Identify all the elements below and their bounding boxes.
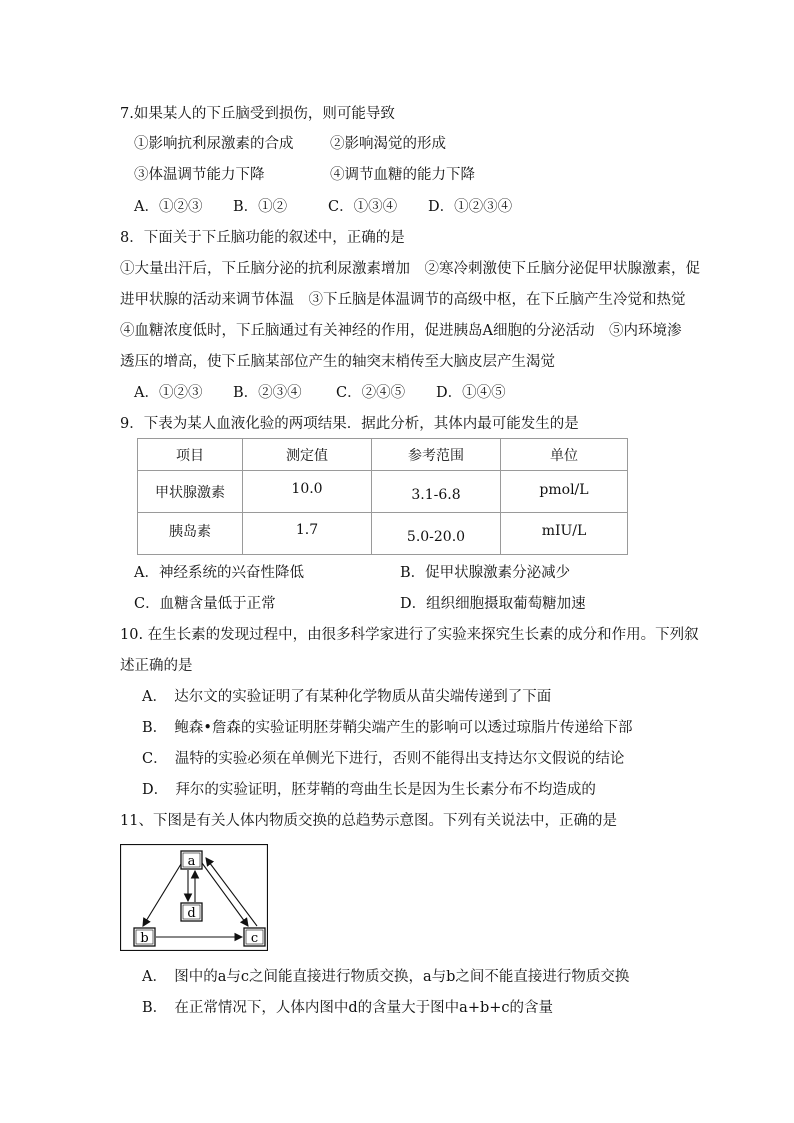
q7-item-2: ②影响渴觉的形成 (330, 136, 446, 152)
q7-option-a: A．①②③ (134, 199, 203, 215)
q10-option-c: C． 温特的实验必须在单侧光下进行，否则不能得出支持达尔文假说的结论 (142, 751, 625, 767)
table-cell: mIU/L (501, 513, 628, 555)
q10-option-d: D． 拜尔的实验证明，胚芽鞘的弯曲生长是因为生长素分布不均造成的 (142, 782, 596, 798)
q10-option-a: A． 达尔文的实验证明了有某种化学物质从苗尖端传递到了下面 (142, 689, 552, 705)
q8-body-line-3: ④血糖浓度低时，下丘脑通过有关神经的作用，促进胰岛A细胞的分泌活动 ⑤内环境渗 (120, 323, 682, 339)
table-cell: 5.0-20.0 (372, 513, 501, 555)
label-c: c (250, 931, 259, 946)
q8-option-b: B．②③④ (233, 385, 302, 401)
table-header-unit: 单位 (501, 439, 628, 471)
q7-option-d: D．①②③④ (428, 199, 513, 215)
q10-stem-line-1: 10. 在生长素的发现过程中，由很多科学家进行了实验来探究生长素的成分和作用。下列叙 (120, 627, 699, 643)
q11-exchange-diagram (120, 844, 268, 951)
table-cell: 甲状腺激素 (138, 471, 243, 513)
q8-option-a: A．①②③ (134, 385, 203, 401)
q7-option-c: C．①③④ (328, 199, 398, 215)
q7-item-4: ④调节血糖的能力下降 (330, 167, 475, 183)
q10-option-b: B． 鲍森•詹森的实验证明胚芽鞘尖端产生的影响可以透过琼脂片传递给下部 (142, 720, 633, 736)
label-a: a (187, 854, 196, 869)
q8-stem: 8．下面关于下丘脑功能的叙述中，正确的是 (120, 230, 405, 246)
q11-stem: 11、下图是有关人体内物质交换的总趋势示意图。下列有关说法中，正确的是 (120, 813, 617, 829)
q8-option-d: D．①④⑤ (436, 385, 506, 401)
q7-item-3: ③体温调节能力下降 (134, 167, 265, 183)
table-header-row (138, 439, 628, 471)
q9-option-a: A．神经系统的兴奋性降低 (134, 565, 304, 581)
q8-body-line-2: 进甲状腺的活动来调节体温 ③下丘脑是体温调节的高级中枢，在下丘脑产生冷觉和热觉 (120, 292, 686, 308)
q9-option-c: C．血糖含量低于正常 (134, 596, 276, 612)
box-b (134, 928, 155, 946)
label-b: b (140, 931, 149, 946)
q9-lab-results-table (137, 438, 628, 555)
q9-option-b: B．促甲状腺激素分泌减少 (400, 565, 571, 581)
box-a (181, 851, 202, 869)
q9-option-d: D．组织细胞摄取葡萄糖加速 (400, 596, 586, 612)
box-d (181, 903, 202, 921)
q11-option-b: B． 在正常情况下，人体内图中d的含量大于图中a+b+c的含量 (142, 1000, 554, 1016)
q8-body-line-4: 透压的增高，使下丘脑某部位产生的轴突末梢传至大脑皮层产生渴觉 (120, 354, 555, 370)
table-cell: 3.1-6.8 (372, 471, 501, 513)
q7-option-b: B．①② (233, 199, 288, 215)
q9-stem: 9．下表为某人血液化验的两项结果．据此分析，其体内最可能发生的是 (120, 416, 579, 432)
table-row (138, 471, 628, 513)
q10-stem-line-2: 述正确的是 (120, 658, 193, 674)
box-c (244, 928, 265, 946)
label-d: d (187, 906, 196, 921)
q7-item-1: ①影响抗利尿激素的合成 (134, 136, 294, 152)
q7-stem: 7.如果某人的下丘脑受到损伤，则可能导致 (120, 106, 395, 122)
q8-option-c: C．②④⑤ (336, 385, 406, 401)
table-cell: 10.0 (243, 471, 372, 513)
table-cell: 胰岛素 (138, 513, 243, 555)
q11-option-a: A． 图中的a与c之间能直接进行物质交换，a与b之间不能直接进行物质交换 (142, 969, 630, 985)
table-row (138, 513, 628, 555)
q8-body-line-1: ①大量出汗后，下丘脑分泌的抗利尿激素增加 ②寒冷刺激使下丘脑分泌促甲状腺激素，促 (120, 261, 700, 277)
table-header-measured: 测定值 (243, 439, 372, 471)
table-cell: 1.7 (243, 513, 372, 555)
table-header-item: 项目 (138, 439, 243, 471)
table-cell: pmol/L (501, 471, 628, 513)
table-header-reference: 参考范围 (372, 439, 501, 471)
